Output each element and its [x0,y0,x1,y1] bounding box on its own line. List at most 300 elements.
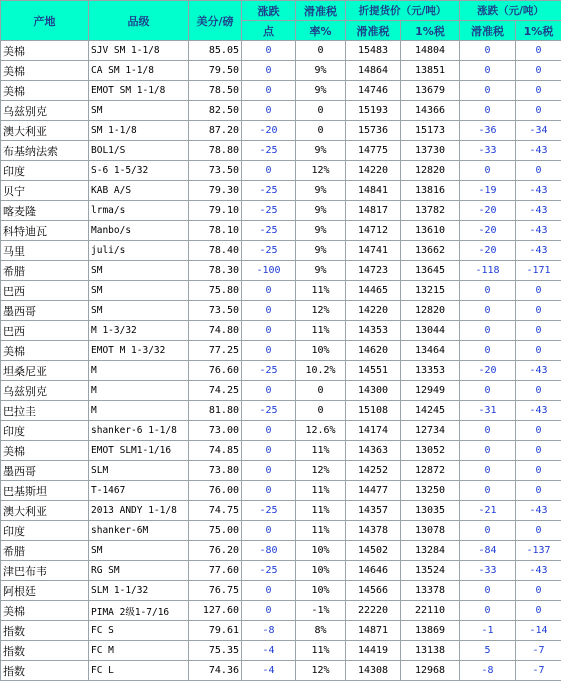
cell-change-sliding: -8 [460,661,516,681]
cell-cents: 74.36 [189,661,242,681]
cell-origin: 希腊 [1,541,89,561]
cell-change-points: 0 [242,61,296,81]
cell-tariff-rate: 0 [296,41,346,61]
cell-tariff-rate: 9% [296,181,346,201]
cell-grade: KAB A/S [89,181,189,201]
cell-price-sliding: 14775 [346,141,401,161]
cell-cents: 73.50 [189,301,242,321]
cell-change-sliding: 0 [460,341,516,361]
cell-change-points: 0 [242,601,296,621]
cell-cents: 79.50 [189,61,242,81]
cell-change-1pct: -43 [516,361,561,381]
table-row [1,281,561,301]
cell-change-points: 0 [242,381,296,401]
cell-change-1pct: 0 [516,281,561,301]
table-row [1,41,561,61]
cell-tariff-rate: 12.6% [296,421,346,441]
cell-price-1pct: 12968 [401,661,460,681]
cell-cents: 85.05 [189,41,242,61]
cell-price-1pct: 13869 [401,621,460,641]
cell-cents: 76.00 [189,481,242,501]
cell-price-sliding: 14864 [346,61,401,81]
cell-origin: 美棉 [1,61,89,81]
cell-origin: 墨西哥 [1,461,89,481]
cell-price-1pct: 13138 [401,641,460,661]
table-row [1,361,561,381]
cell-price-1pct: 13816 [401,181,460,201]
cell-price-sliding: 14477 [346,481,401,501]
cell-grade: M 1-3/32 [89,321,189,341]
cell-change-1pct: -137 [516,541,561,561]
cell-change-points: -25 [242,561,296,581]
cell-change-1pct: 0 [516,461,561,481]
cell-change-points: 0 [242,161,296,181]
header-cents-per-lb: 美分/磅 [189,1,242,41]
header-change-yuan-group: 涨跌（元/吨） [460,1,561,21]
cell-tariff-rate: 9% [296,201,346,221]
table-row [1,221,561,241]
cell-tariff-rate: 11% [296,441,346,461]
cell-price-sliding: 15108 [346,401,401,421]
header-origin: 产地 [1,1,89,41]
cell-tariff-rate: 12% [296,161,346,181]
cell-price-sliding: 14357 [346,501,401,521]
cell-change-sliding: -1 [460,621,516,641]
cell-origin: 巴西 [1,281,89,301]
cell-change-1pct: 0 [516,421,561,441]
cell-price-sliding: 14871 [346,621,401,641]
cell-price-sliding: 14220 [346,161,401,181]
cell-price-1pct: 13645 [401,261,460,281]
cell-cents: 82.50 [189,101,242,121]
header-change-1pct: 1%税 [516,21,561,41]
cell-tariff-rate: 9% [296,61,346,81]
cell-tariff-rate: 11% [296,501,346,521]
table-body [1,41,561,681]
table-row [1,521,561,541]
cell-cents: 75.35 [189,641,242,661]
table-row [1,81,561,101]
cell-change-1pct: 0 [516,601,561,621]
cell-cents: 75.00 [189,521,242,541]
cell-change-1pct: -43 [516,241,561,261]
cell-change-sliding: -20 [460,241,516,261]
cell-grade: SM 1-1/8 [89,121,189,141]
cell-price-1pct: 15173 [401,121,460,141]
cell-grade: EMOT SM 1-1/8 [89,81,189,101]
cell-change-1pct: 0 [516,101,561,121]
cell-origin: 指数 [1,621,89,641]
cell-price-1pct: 13730 [401,141,460,161]
table-row [1,261,561,281]
cell-change-sliding: -84 [460,541,516,561]
cell-change-points: -25 [242,241,296,261]
cell-origin: 巴拉圭 [1,401,89,421]
cell-tariff-rate: 11% [296,481,346,501]
cell-origin: 布基纳法索 [1,141,89,161]
cell-cents: 73.80 [189,461,242,481]
cell-tariff-rate: 0 [296,121,346,141]
cell-grade: SLM 1-1/32 [89,581,189,601]
cell-change-sliding: -20 [460,221,516,241]
cell-change-points: 0 [242,421,296,441]
cell-origin: 澳大利亚 [1,121,89,141]
cell-price-sliding: 14378 [346,521,401,541]
cell-price-1pct: 13524 [401,561,460,581]
cell-price-sliding: 14174 [346,421,401,441]
cell-price-1pct: 12820 [401,161,460,181]
cell-tariff-rate: 9% [296,241,346,261]
cell-tariff-rate: 11% [296,281,346,301]
cell-cents: 79.30 [189,181,242,201]
cell-change-sliding: 0 [460,281,516,301]
cell-origin: 坦桑尼亚 [1,361,89,381]
cell-change-1pct: -171 [516,261,561,281]
cell-origin: 希腊 [1,261,89,281]
cell-tariff-rate: 0 [296,381,346,401]
cell-change-points: -25 [242,181,296,201]
cell-cents: 76.75 [189,581,242,601]
cell-price-sliding: 22220 [346,601,401,621]
cell-change-sliding: -118 [460,261,516,281]
cell-origin: 美棉 [1,601,89,621]
cell-grade: EMOT SLM1-1/16 [89,441,189,461]
cell-origin: 美棉 [1,341,89,361]
cell-grade: SM [89,541,189,561]
header-tariff-top: 滑准税 [296,1,346,21]
cell-change-1pct: -43 [516,201,561,221]
cell-origin: 印度 [1,521,89,541]
table-row [1,241,561,261]
cell-price-sliding: 14712 [346,221,401,241]
cell-cents: 76.60 [189,361,242,381]
cell-grade: FC S [89,621,189,641]
cell-change-sliding: -36 [460,121,516,141]
cell-price-sliding: 14646 [346,561,401,581]
cell-tariff-rate: 12% [296,461,346,481]
cell-grade: CA SM 1-1/8 [89,61,189,81]
cell-price-sliding: 15193 [346,101,401,121]
cell-change-1pct: 0 [516,581,561,601]
cell-price-1pct: 13035 [401,501,460,521]
cell-change-sliding: 0 [460,461,516,481]
cell-change-sliding: -20 [460,201,516,221]
table-row [1,341,561,361]
cell-origin: 指数 [1,661,89,681]
cell-change-1pct: 0 [516,441,561,461]
cell-grade: SM [89,281,189,301]
cell-cents: 78.40 [189,241,242,261]
cell-tariff-rate: 12% [296,661,346,681]
cell-change-points: -25 [242,221,296,241]
cell-change-1pct: -7 [516,641,561,661]
table-row [1,541,561,561]
cell-price-sliding: 14817 [346,201,401,221]
table-row [1,481,561,501]
cell-origin: 乌兹别克 [1,101,89,121]
table-row [1,121,561,141]
cell-change-1pct: -7 [516,661,561,681]
cell-grade: PIMA 2级1-7/16 [89,601,189,621]
table-row [1,661,561,681]
cell-change-points: -80 [242,541,296,561]
cell-change-points: -25 [242,201,296,221]
cell-price-1pct: 12872 [401,461,460,481]
cell-price-1pct: 14366 [401,101,460,121]
cell-change-points: 0 [242,101,296,121]
cell-price-1pct: 13044 [401,321,460,341]
cell-change-sliding: 0 [460,101,516,121]
cell-price-1pct: 22110 [401,601,460,621]
cell-change-sliding: -33 [460,561,516,581]
table-row [1,161,561,181]
cell-change-sliding: -21 [460,501,516,521]
cell-change-1pct: -34 [516,121,561,141]
cell-price-1pct: 13215 [401,281,460,301]
cell-tariff-rate: 11% [296,321,346,341]
cell-price-1pct: 13250 [401,481,460,501]
cell-change-sliding: 0 [460,441,516,461]
cell-tariff-rate: 10.2% [296,361,346,381]
cell-change-points: 0 [242,521,296,541]
cell-change-1pct: 0 [516,521,561,541]
cell-change-1pct: 0 [516,61,561,81]
cell-change-1pct: 0 [516,81,561,101]
cell-change-1pct: 0 [516,381,561,401]
cell-origin: 美棉 [1,441,89,461]
cell-price-sliding: 14741 [346,241,401,261]
cell-grade: shanker-6 1-1/8 [89,421,189,441]
cell-change-sliding: -33 [460,141,516,161]
cell-change-points: -4 [242,641,296,661]
cell-change-1pct: -43 [516,501,561,521]
table-row [1,621,561,641]
cell-change-points: -100 [242,261,296,281]
cell-tariff-rate: 10% [296,541,346,561]
cell-change-points: 0 [242,481,296,501]
header-grade: 品级 [89,1,189,41]
cell-price-1pct: 13284 [401,541,460,561]
table-row [1,201,561,221]
cell-change-points: 0 [242,441,296,461]
cell-price-1pct: 13052 [401,441,460,461]
header-tariff-bottom: 率% [296,21,346,41]
cell-cents: 73.50 [189,161,242,181]
cell-change-1pct: -43 [516,561,561,581]
cell-price-1pct: 13464 [401,341,460,361]
cell-change-sliding: 0 [460,581,516,601]
cell-change-1pct: -43 [516,181,561,201]
header-price-group: 折提货价（元/吨） [346,1,460,21]
cell-change-sliding: 0 [460,61,516,81]
cell-grade: M [89,381,189,401]
cell-origin: 印度 [1,421,89,441]
cell-tariff-rate: 8% [296,621,346,641]
cell-change-1pct: 0 [516,301,561,321]
cell-price-sliding: 14419 [346,641,401,661]
cell-origin: 印度 [1,161,89,181]
cell-tariff-rate: 10% [296,561,346,581]
cell-change-1pct: 0 [516,41,561,61]
cell-grade: BOL1/S [89,141,189,161]
cell-price-sliding: 14220 [346,301,401,321]
table-row [1,321,561,341]
cell-price-1pct: 12734 [401,421,460,441]
cell-cents: 78.50 [189,81,242,101]
table-row [1,101,561,121]
cell-change-1pct: -14 [516,621,561,641]
cell-change-points: 0 [242,301,296,321]
cell-grade: FC M [89,641,189,661]
cell-origin: 巴基斯坦 [1,481,89,501]
cell-price-sliding: 14252 [346,461,401,481]
cell-price-sliding: 14502 [346,541,401,561]
cell-cents: 74.85 [189,441,242,461]
cell-change-sliding: 0 [460,81,516,101]
cell-tariff-rate: 10% [296,341,346,361]
cell-grade: T-1467 [89,481,189,501]
cell-tariff-rate: 11% [296,521,346,541]
cell-grade: M [89,401,189,421]
cell-tariff-rate: 10% [296,581,346,601]
cell-change-points: 0 [242,581,296,601]
table-row [1,441,561,461]
cell-cents: 78.10 [189,221,242,241]
cell-change-sliding: 0 [460,481,516,501]
cell-cents: 87.20 [189,121,242,141]
header-change-points-bottom: 点 [242,21,296,41]
cell-cents: 79.10 [189,201,242,221]
cell-grade: 2013 ANDY 1-1/8 [89,501,189,521]
cell-tariff-rate: 11% [296,641,346,661]
cell-grade: lrma/s [89,201,189,221]
cell-grade: EMOT M 1-3/32 [89,341,189,361]
cell-price-1pct: 13353 [401,361,460,381]
cell-tariff-rate: 9% [296,261,346,281]
cell-cents: 74.25 [189,381,242,401]
cell-origin: 喀麦隆 [1,201,89,221]
cell-change-sliding: 0 [460,301,516,321]
cell-grade: RG SM [89,561,189,581]
table-row [1,501,561,521]
cell-change-sliding: 0 [460,381,516,401]
table-row [1,61,561,81]
table-row [1,381,561,401]
cell-price-sliding: 14746 [346,81,401,101]
cell-cents: 78.30 [189,261,242,281]
cell-origin: 阿根廷 [1,581,89,601]
cell-grade: S-6 1-5/32 [89,161,189,181]
cell-price-1pct: 12820 [401,301,460,321]
cell-cents: 78.80 [189,141,242,161]
cell-change-sliding: -20 [460,361,516,381]
cell-grade: SJV SM 1-1/8 [89,41,189,61]
cell-grade: juli/s [89,241,189,261]
header-price-1pct: 1%税 [401,21,460,41]
cell-change-points: -4 [242,661,296,681]
cell-cents: 76.20 [189,541,242,561]
cell-price-1pct: 13782 [401,201,460,221]
cell-cents: 74.80 [189,321,242,341]
cell-price-sliding: 15483 [346,41,401,61]
cell-price-1pct: 13679 [401,81,460,101]
cell-change-points: 0 [242,81,296,101]
cell-change-points: -25 [242,401,296,421]
cell-tariff-rate: 9% [296,221,346,241]
cell-cents: 127.60 [189,601,242,621]
cell-grade: SM [89,261,189,281]
table-row [1,641,561,661]
cell-price-1pct: 12949 [401,381,460,401]
cell-price-sliding: 14566 [346,581,401,601]
cell-change-sliding: 0 [460,321,516,341]
cell-grade: SLM [89,461,189,481]
cell-price-sliding: 14308 [346,661,401,681]
cell-origin: 墨西哥 [1,301,89,321]
table-row [1,181,561,201]
cell-change-points: 0 [242,461,296,481]
cell-change-points: -25 [242,501,296,521]
cell-change-sliding: -19 [460,181,516,201]
header-price-sliding: 滑准税 [346,21,401,41]
cell-price-sliding: 14841 [346,181,401,201]
cell-price-1pct: 13610 [401,221,460,241]
header-change-sliding: 滑准税 [460,21,516,41]
cell-change-sliding: 0 [460,601,516,621]
cell-origin: 津巴布韦 [1,561,89,581]
cell-change-sliding: 0 [460,41,516,61]
table-row [1,461,561,481]
cell-cents: 77.25 [189,341,242,361]
cell-cents: 75.80 [189,281,242,301]
cell-change-1pct: -43 [516,141,561,161]
cell-change-points: -20 [242,121,296,141]
cell-price-sliding: 14620 [346,341,401,361]
table-row [1,301,561,321]
cell-grade: FC L [89,661,189,681]
cell-origin: 指数 [1,641,89,661]
cell-change-points: -25 [242,361,296,381]
table-row [1,421,561,441]
cell-cents: 77.60 [189,561,242,581]
cell-price-sliding: 14465 [346,281,401,301]
cell-origin: 巴西 [1,321,89,341]
table-row [1,561,561,581]
cell-origin: 乌兹别克 [1,381,89,401]
cell-price-1pct: 14804 [401,41,460,61]
table-row [1,601,561,621]
cell-change-1pct: -43 [516,221,561,241]
cell-cents: 73.00 [189,421,242,441]
cell-price-1pct: 14245 [401,401,460,421]
cell-change-sliding: -31 [460,401,516,421]
cell-change-points: 0 [242,281,296,301]
cell-price-sliding: 14300 [346,381,401,401]
cell-origin: 科特迪瓦 [1,221,89,241]
cell-price-1pct: 13662 [401,241,460,261]
cell-tariff-rate: 9% [296,141,346,161]
cell-tariff-rate: 12% [296,301,346,321]
cell-price-sliding: 14551 [346,361,401,381]
cell-price-1pct: 13078 [401,521,460,541]
cell-grade: M [89,361,189,381]
cell-grade: shanker-6M [89,521,189,541]
cell-cents: 74.75 [189,501,242,521]
cell-tariff-rate: 0 [296,101,346,121]
cell-change-sliding: 5 [460,641,516,661]
table-row [1,141,561,161]
cell-change-1pct: 0 [516,481,561,501]
